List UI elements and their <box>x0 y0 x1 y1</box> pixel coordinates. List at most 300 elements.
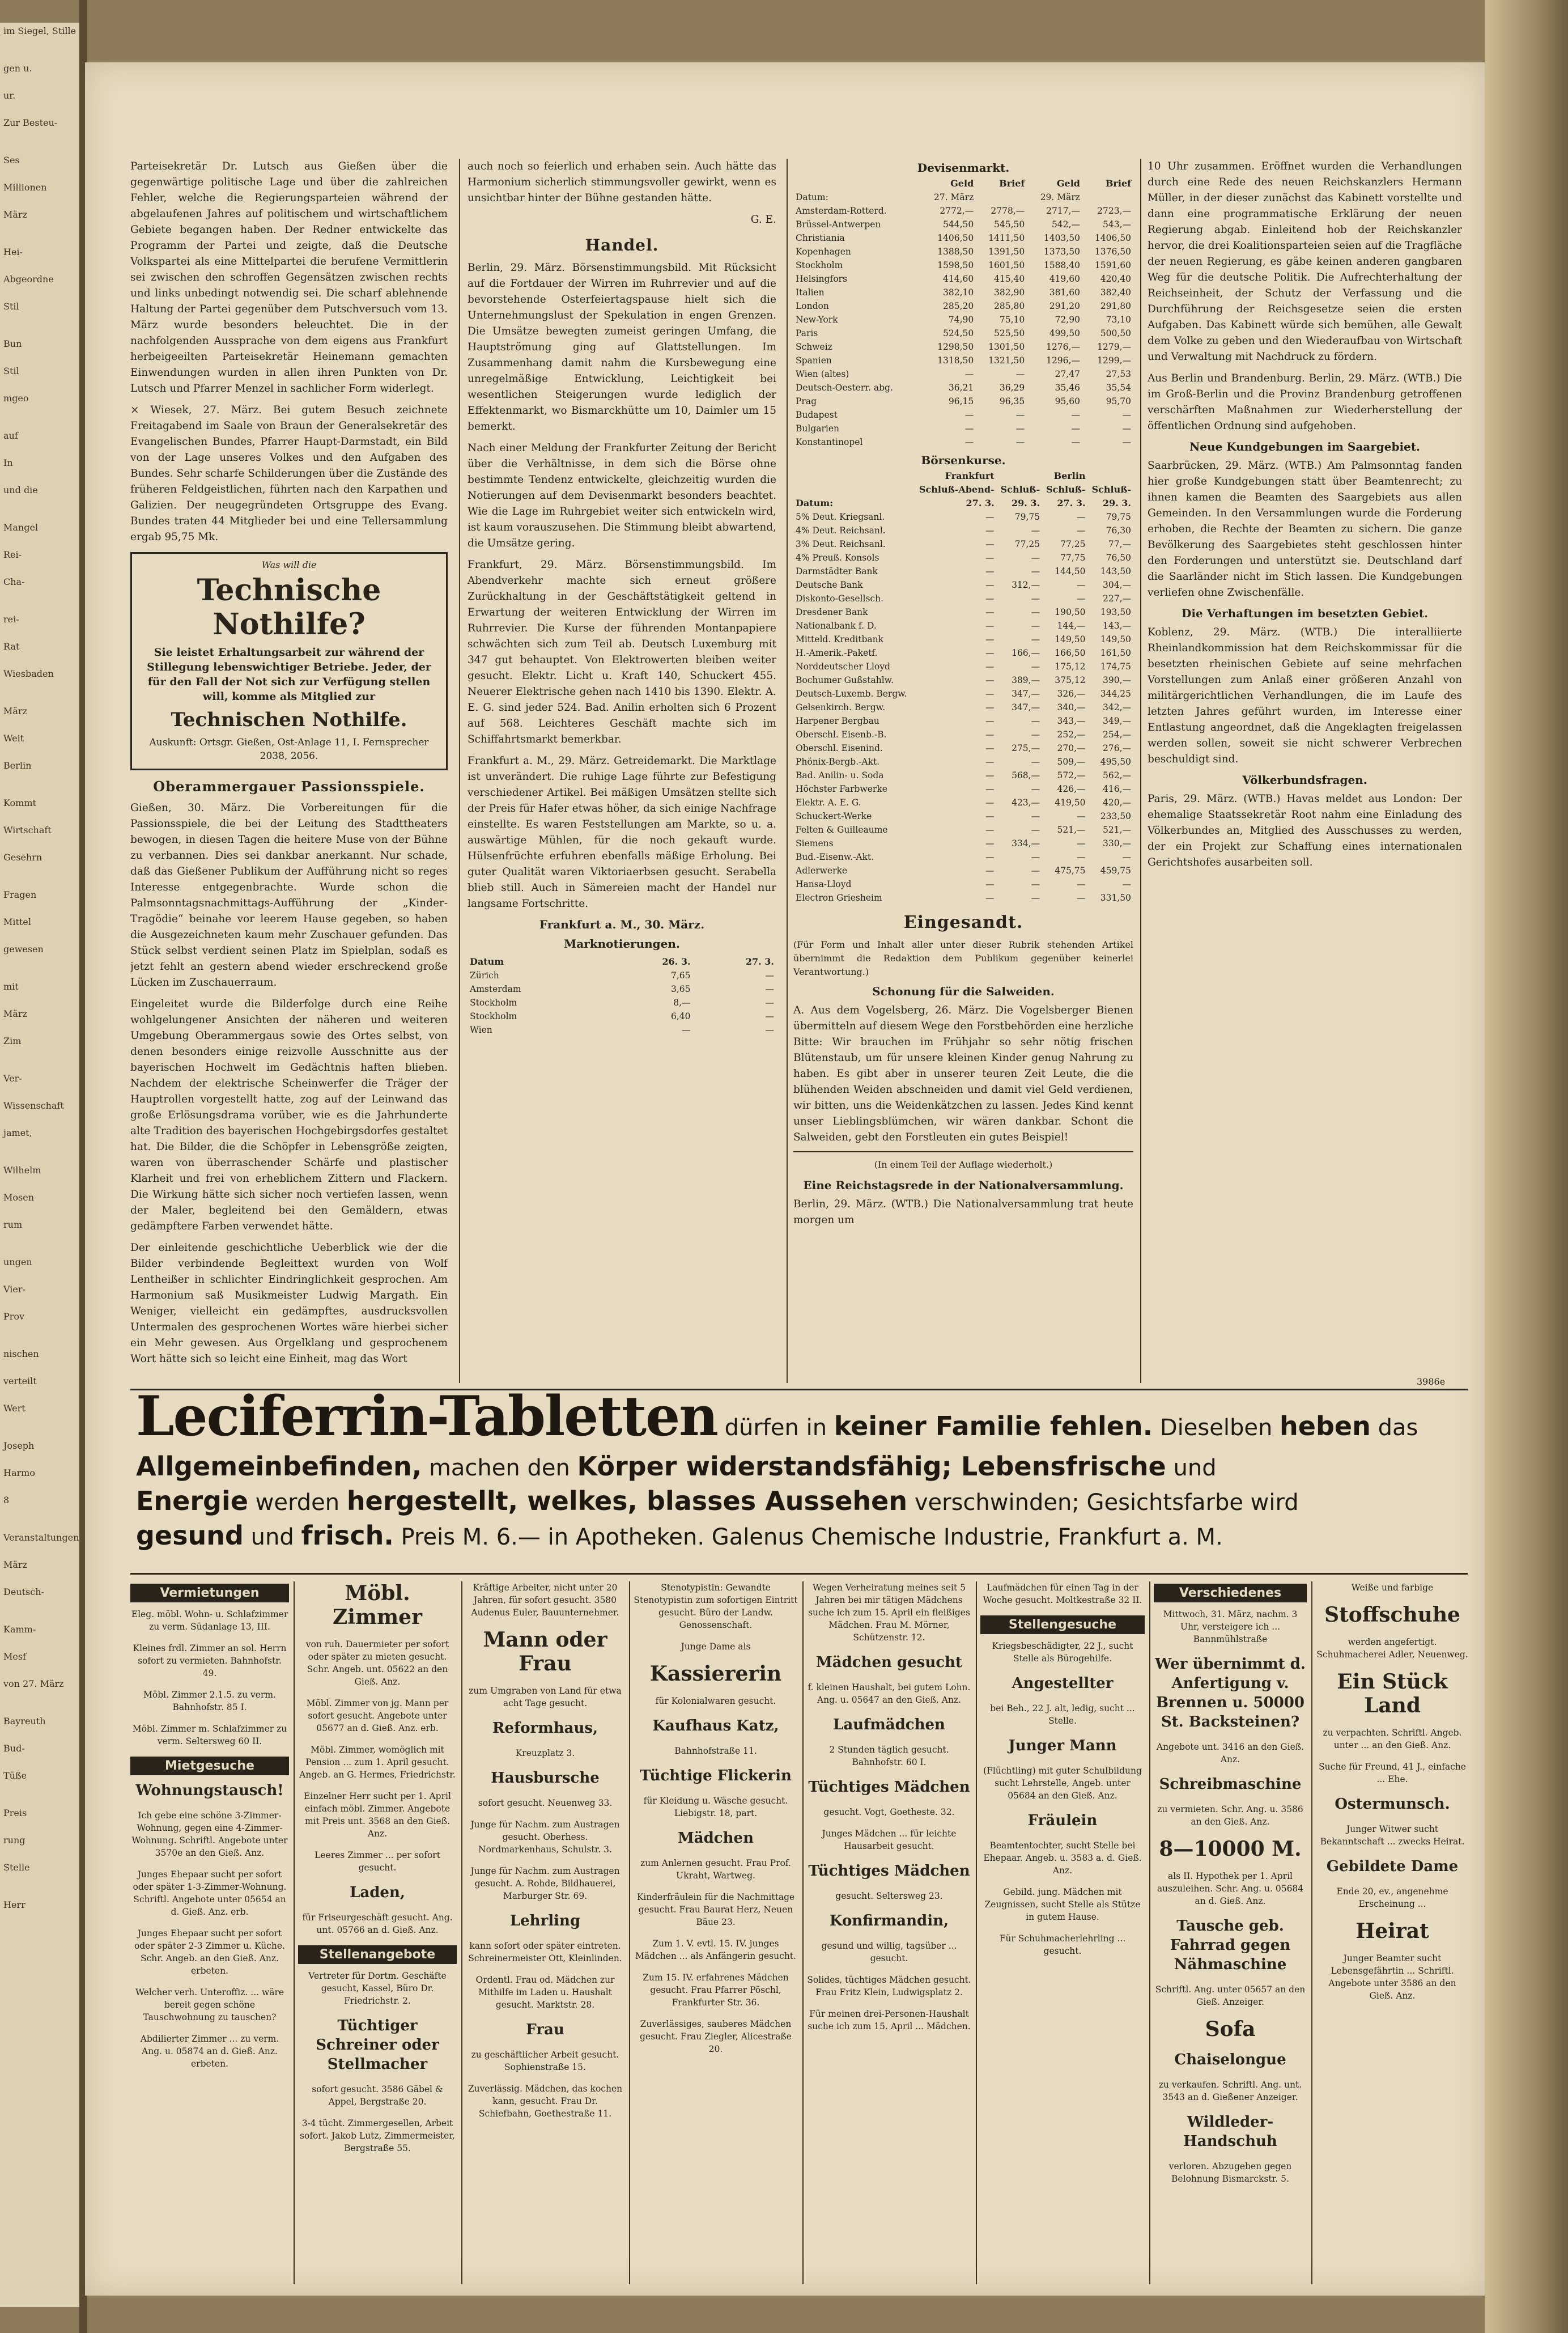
table-cell: 233,50 <box>1100 811 1131 821</box>
classified-ad <box>298 1849 457 1874</box>
table-cell: 26. 3. <box>662 956 691 967</box>
table-cell: 5% Deut. Kriegsanl. <box>796 512 885 522</box>
table-cell: 499,50 <box>1049 328 1080 338</box>
table-cell: New-York <box>796 315 838 325</box>
table-cell: — <box>964 423 974 434</box>
ad-headline: Junger Mann <box>1008 1737 1117 1754</box>
table-cell: London <box>796 301 829 311</box>
table-cell <box>793 177 921 190</box>
table-header-row <box>468 955 776 969</box>
classified-ad <box>807 1744 971 1768</box>
strip-text: In <box>3 457 13 468</box>
classified-ad <box>130 1723 289 1747</box>
banner-text: das <box>1378 1415 1418 1441</box>
page-edge <box>1485 0 1568 2333</box>
table-cell: Brief <box>1105 178 1131 189</box>
table-cell: — <box>1031 784 1040 794</box>
classified-ad <box>1154 1837 1307 1861</box>
table-cell: Schluß- <box>1091 484 1131 495</box>
table-cell: 8,— <box>673 998 691 1008</box>
ad-text: gesund und willig, tagsüber ... gesucht. <box>821 1941 957 1963</box>
strip-text: Stelle <box>3 1862 30 1873</box>
ad-text: Möbl. Zimmer, womöglich mit Pension ... zum 1. April gesucht. Angeb. an G. Hermes, Friedrichstr. <box>299 1745 456 1780</box>
table-cell: — <box>1077 893 1086 903</box>
table-cell: 390,— <box>1102 675 1131 685</box>
classified-ad <box>298 1581 457 1629</box>
boerse-table <box>793 469 1133 905</box>
previous-page-strip <box>0 23 85 2307</box>
ads-column-6 <box>980 1581 1145 2284</box>
classified-ad <box>980 1839 1145 1877</box>
table-cell: — <box>985 729 995 740</box>
table-cell: 416,— <box>1102 784 1131 794</box>
table-cell: — <box>1031 525 1040 536</box>
table-cell: 331,50 <box>1100 893 1131 903</box>
classified-ad <box>634 1829 798 1848</box>
classified-ad <box>298 1883 457 1902</box>
classified-ad <box>1316 1603 1469 1627</box>
table-cell <box>793 469 914 483</box>
table-cell: — <box>985 689 995 699</box>
table-cell: 419,60 <box>1049 274 1080 284</box>
classified-ad <box>980 1736 1145 1755</box>
banner-emphasis: hergestellt, welkes, blasses Aussehen <box>346 1486 908 1516</box>
box-question: Was will die <box>261 559 317 570</box>
table-cell: 347,— <box>1012 702 1040 712</box>
banner-emphasis: heben <box>1280 1411 1371 1441</box>
strip-text: Preis <box>3 1808 27 1818</box>
classified-ad <box>634 1581 798 1631</box>
ad-text: von ruh. Dauermieter per sofort oder später zu mieten gesucht. Schr. Angeb. unt. 05622 an den Gieß. Anz. <box>305 1639 449 1687</box>
table-cell: — <box>765 984 774 994</box>
table-cell: 521,— <box>1057 825 1086 835</box>
strip-text: Mangel <box>3 522 39 533</box>
table-cell: — <box>1077 593 1086 604</box>
table-cell: Wien (altes) <box>796 369 849 379</box>
ad-headline: Mann oder Frau <box>483 1628 607 1675</box>
table-cell: 423,— <box>1012 798 1040 808</box>
table-cell: — <box>1077 512 1086 522</box>
column-divider <box>1311 1581 1312 2284</box>
table-cell: H.-Amerik.-Paketf. <box>796 648 878 658</box>
strip-text: Zur Besteu- <box>3 117 58 128</box>
strip-text: von 27. März <box>3 1678 64 1689</box>
ad-text: zum Umgraben von Land für etwa acht Tage gesucht. <box>469 1686 622 1708</box>
classified-ad <box>130 2033 289 2070</box>
classified-ad <box>466 1865 624 1902</box>
strip-text: Mesf <box>3 1651 26 1662</box>
table-row <box>793 673 1133 687</box>
ad-headline: Lehrling <box>509 1912 581 1929</box>
strip-text: Mosen <box>3 1192 34 1203</box>
article-paragraph: Paris, 29. März. (WTB.) Havas meldet aus London: Der ehemalige Staatssekretär Root nahm eine Einladung des Völkerbundes an, Mitglied des Ausschusses zu werden, der ein Projekt zur Schaffung eines internationalen Gerichtshofes ausarbeiten soll. <box>1148 793 1462 868</box>
strip-text: Harmo <box>3 1467 35 1478</box>
ad-headline: Ostermunsch. <box>1335 1796 1450 1813</box>
table-row <box>468 1023 776 1037</box>
table-cell: 304,— <box>1102 580 1131 590</box>
table-cell: 27. 3. <box>1057 498 1086 508</box>
classified-ad <box>130 1927 289 1977</box>
table-cell: Bad. Anilin- u. Soda <box>796 770 884 781</box>
table-cell: 96,35 <box>999 396 1025 406</box>
table-cell: 562,— <box>1102 770 1131 781</box>
table-cell: 77,25 <box>1014 539 1040 549</box>
ad-text: 2 Stunden täglich gesucht. Bahnhofstr. 60 I. <box>829 1745 949 1767</box>
table-cell: — <box>1031 893 1040 903</box>
ad-text: Laufmädchen für einen Tag in der Woche gesucht. Moltkestraße 32 II. <box>983 1583 1142 1605</box>
classified-ad <box>466 1685 624 1710</box>
table-cell: 76,30 <box>1106 525 1131 536</box>
table-cell <box>1088 469 1133 483</box>
table-cell: 2772,— <box>940 206 974 216</box>
strip-text: März <box>3 1559 27 1570</box>
table-header-row <box>793 497 1133 510</box>
ad-headline: Sofa <box>1205 2017 1256 2041</box>
table-cell: 459,75 <box>1100 866 1131 876</box>
classified-ad <box>298 2117 457 2154</box>
ad-text: zum Anlernen gesucht. Frau Prof. Ukraht, Wartweg. <box>640 1858 791 1881</box>
classified-ad <box>980 1932 1145 1957</box>
table-cell: — <box>985 593 995 604</box>
table-row <box>793 565 1133 578</box>
strip-text: Tüße <box>3 1770 27 1781</box>
banner-text: werden <box>255 1490 340 1516</box>
table-cell: — <box>765 1025 774 1035</box>
table-cell: Felten & Guilleaume <box>796 825 888 835</box>
table-cell: Adlerwerke <box>796 866 848 876</box>
table-cell: 1321,50 <box>988 355 1025 366</box>
strip-text: Joseph <box>3 1440 35 1451</box>
classified-ad <box>807 1581 971 1644</box>
subheading: Die Verhaftungen im besetzten Gebiet. <box>1182 606 1428 620</box>
classified-ad <box>980 1702 1145 1727</box>
ad-headline: Tüchtiger Schreiner oder Stellmacher <box>316 2017 439 2073</box>
table-row <box>793 755 1133 769</box>
ad-text: Stenotypistin: Gewandte Stenotypistin zum sofortigen Eintritt gesucht. Büro der Landw. Genossenschaft. <box>634 1583 798 1630</box>
table-row <box>793 435 1133 449</box>
table-cell: 500,50 <box>1100 328 1131 338</box>
ads-column-2 <box>298 1581 457 2284</box>
ad-text: Junges Mädchen ... für leichte Hausarbeit gesucht. <box>822 1829 957 1851</box>
strip-text: mit <box>3 981 19 992</box>
table-cell: — <box>964 410 974 420</box>
table-cell: Frankfurt <box>945 470 995 481</box>
ad-headline: Reformhaus, <box>492 1720 598 1737</box>
classified-ad <box>807 1681 971 1706</box>
table-cell: 36,29 <box>999 383 1025 393</box>
table-cell: — <box>1031 634 1040 644</box>
classified-ad <box>1316 1885 1469 1910</box>
ad-text: Junges Ehepaar sucht per sofort oder später 2-3 Zimmer u. Küche. Schr. Angeb. an den Gieß. Anz. erbeten. <box>134 1928 285 1976</box>
table-cell: Oberschl. Eisenind. <box>796 743 883 753</box>
table-cell: — <box>985 798 995 808</box>
ad-headline: Tüchtiges Mädchen <box>808 1779 970 1796</box>
table-cell: 291,20 <box>1049 301 1080 311</box>
table-cell: Phönix-Bergb.-Akt. <box>796 757 880 767</box>
table-cell: 175,12 <box>1055 661 1086 672</box>
strip-text: 8 <box>3 1495 10 1505</box>
column-divider <box>459 159 460 1383</box>
table-row <box>793 633 1133 646</box>
strip-text: Millionen <box>3 182 47 193</box>
classified-ad <box>807 1974 971 1999</box>
section-heading: Oberammergauer Passionsspiele. <box>153 778 425 795</box>
classified-ad <box>298 1638 457 1688</box>
ad-headline: Mädchen gesucht <box>815 1654 963 1671</box>
ads-column-3 <box>466 1581 624 2284</box>
table-cell: 1588,40 <box>1043 260 1080 270</box>
table-cell: 275,— <box>1012 743 1040 753</box>
classified-ad <box>807 1861 971 1881</box>
table-row <box>793 578 1133 592</box>
rule <box>793 1151 1133 1152</box>
ad-text: Zuverlässiges, sauberes Mädchen gesucht. Frau Ziegler, Alicestraße 20. <box>640 2019 792 2054</box>
table-cell: — <box>1077 811 1086 821</box>
box-org-name: Technischen Nothilfe. <box>171 709 407 731</box>
table-cell: 312,— <box>1012 580 1040 590</box>
table-cell: 174,75 <box>1100 661 1131 672</box>
table-cell: — <box>1071 423 1080 434</box>
ad-text: Welcher verh. Unteroffiz. ... wäre bereit gegen schöne Tauschwohnung zu tauschen? <box>135 1987 284 2022</box>
table-cell: Bochumer Gußstahlw. <box>796 675 894 685</box>
table-row <box>793 837 1133 850</box>
table-cell: — <box>985 825 995 835</box>
table-cell: 161,50 <box>1100 648 1131 658</box>
strip-text: Abgeordne <box>3 274 54 285</box>
table-cell: 4% Deut. Reichsanl. <box>796 525 886 536</box>
ad-text: verloren. Abzugeben gegen Belohnung Bismarckstr. 5. <box>1168 2161 1292 2184</box>
table-cell: 166,50 <box>1055 648 1086 658</box>
table-cell: Höchster Farbwerke <box>796 784 887 794</box>
classified-ad <box>298 2083 457 2108</box>
table-cell: 344,25 <box>1100 689 1131 699</box>
ads-column-4 <box>634 1581 798 2284</box>
strip-text: Wiesbaden <box>3 668 54 679</box>
table-cell: 545,50 <box>994 219 1025 230</box>
table-row <box>793 823 1133 837</box>
table-cell: — <box>1122 879 1131 889</box>
classified-ad <box>466 1911 624 1931</box>
ad-text: Möbl. Zimmer von jg. Mann per sofort gesucht. Angebote unter 05677 an d. Gieß. Anz. erb. <box>306 1698 449 1733</box>
table-row <box>793 245 1133 258</box>
table-cell: 1591,60 <box>1094 260 1131 270</box>
disclaimer: (Für Form und Inhalt aller unter dieser Rubrik stehenden Artikel übernimmt die Redaktion dem Publikum gegenüber keinerlei Verantwortung.) <box>793 939 1133 977</box>
ad-headline: Konfirmandin, <box>829 1912 949 1929</box>
classified-ad <box>130 1868 289 1918</box>
table-cell: — <box>1015 423 1025 434</box>
table-cell: Schweiz <box>796 342 832 352</box>
article-paragraph: Eingeleitet wurde die Bilderfolge durch eine Reihe wohlgelungener Ansichten der näheren und weiteren Umgebung Oberammergaus sowie des Ortes selbst, von denen besonders einige reizvolle Ausschnitte aus der bayerischen Hochwelt im Gedächtnis haften blieben. Nachdem der elektrische Scheinwerfer die Träger der Hauptrollen vorgestellt hatte, zog auf der Leinwand das große Erlösungsdrama vorüber, wie es die Jahrhunderte alte Tradition des bayerischen Hochgebirgsdorfes gestaltet hat. Die Bilder, die die Schöpfer in Lebensgröße zeigten, waren von überraschender Schärfe und plastischer Klarheit und frei von erheblichem Zittern und Flackern. Die Wirkung hätte sich sicher noch vertiefen lassen, wenn der Maler, begleitend bei den Gemäldern, etwas gedämpftere Farben verwendet hätte. <box>130 998 448 1232</box>
ad-headline: Laufmädchen <box>833 1716 945 1733</box>
table-row <box>793 741 1133 755</box>
strip-text: Vier- <box>3 1284 26 1295</box>
ad-text: zu geschäftlicher Arbeit gesucht. Sophienstraße 15. <box>471 2050 619 2072</box>
article-paragraph: Parteisekretär Dr. Lutsch aus Gießen über die gegenwärtige politische Lage und über die zahlreichen Fehler, welche die Regierungsparteien während der abgelaufenen Jahres auf politischem und wirtschaftlichem Gebiete begangen haben. Der Redner entwickelte das Programm der Partei und zeigte, daß die Deutsche Volkspartei als eine Mittelpartei die berufene Vermittlerin sei zwischen den schroffen Gegensätzen zwischen rechts und links unbedingt notwendig sei. Die scharf ablehnende Haltung der Partei gegenüber dem Putschversuch vom 13. März wurde besonders beleuchtet. Die in der nachfolgenden Aussprache von dem eigens aus Frankfurt herbeigeeilten Parteisekretär Heinemann gemachten Einwendungen wurden in allen ihren Punkten von Dr. Lutsch und Pfarrer Menzel in sachlicher Form widerlegt. <box>130 160 448 395</box>
classified-ad <box>466 1628 624 1675</box>
table-row <box>793 551 1133 565</box>
table-cell: — <box>1122 437 1131 447</box>
classified-ad <box>1154 2079 1307 2103</box>
table-cell: — <box>985 539 995 549</box>
column-divider <box>461 1581 462 2284</box>
table-cell: — <box>985 757 995 767</box>
table-cell: 426,— <box>1057 784 1086 794</box>
table-cell: 3,65 <box>671 984 691 994</box>
table-cell: Datum: <box>796 498 834 508</box>
table-cell: 1373,50 <box>1043 247 1080 257</box>
table-cell: — <box>1031 757 1040 767</box>
table-cell: Datum: <box>796 192 828 202</box>
classified-ad <box>807 1890 971 1902</box>
classified-ad <box>466 1940 624 1965</box>
table-cell: Stockholm <box>470 998 517 1008</box>
classified-ad <box>634 1971 798 2009</box>
table-cell: Electron Griesheim <box>796 893 882 903</box>
strip-text: Wirtschaft <box>3 825 52 835</box>
ad-text: zu vermieten. Schr. Ang. u. 3586 an den Gieß. Anz. <box>1157 1804 1303 1827</box>
table-cell: 27. 3. <box>966 498 995 508</box>
table-cell: — <box>1031 593 1040 604</box>
table-cell: 544,50 <box>943 219 974 230</box>
article-paragraph: Berlin, 29. März. (WTB.) Die Nationalversammlung trat heute morgen um <box>793 1198 1133 1226</box>
strip-text: Stil <box>3 366 19 376</box>
classified-ad <box>1154 1775 1307 1794</box>
table-cell: 420,— <box>1102 798 1131 808</box>
table-cell: 29. März <box>1040 192 1080 202</box>
column-2 <box>468 159 776 1383</box>
table-cell: — <box>985 743 995 753</box>
table-row <box>793 537 1133 551</box>
classified-ad <box>1154 1608 1307 1645</box>
classified-ad <box>130 1986 289 2024</box>
table-cell: — <box>1077 580 1086 590</box>
ad-headline: Kaufhaus Katz, <box>652 1717 779 1734</box>
table-cell: 1279,— <box>1097 342 1131 352</box>
classified-ad <box>298 1911 457 1936</box>
table-cell: Oberschl. Eisenb.-B. <box>796 729 887 740</box>
ad-headline: Laden, <box>350 1884 405 1901</box>
table-cell: 96,15 <box>948 396 974 406</box>
table-cell: Budapest <box>796 410 838 420</box>
strip-text: Ses <box>3 155 20 166</box>
classified-ad <box>298 1790 457 1840</box>
classified-ad <box>807 1806 971 1818</box>
table-cell: 6,40 <box>671 1011 691 1021</box>
table-cell: 149,50 <box>1100 634 1131 644</box>
banner-text: und <box>1173 1455 1217 1481</box>
table-cell: 375,12 <box>1055 675 1086 685</box>
ad-headline: Kassiererin <box>649 1662 782 1686</box>
classified-ad <box>807 1911 971 1931</box>
table-cell: 77,75 <box>1060 553 1086 563</box>
classified-ad <box>980 1764 1145 1802</box>
classified-ad <box>634 1640 798 1653</box>
table-cell: 414,60 <box>943 274 974 284</box>
table-cell: Amsterdam-Rotterd. <box>796 206 887 216</box>
table-row <box>793 809 1133 823</box>
strip-text: ungen <box>3 1257 32 1267</box>
ad-text: Einzelner Herr sucht per 1. April einfach möbl. Zimmer. Angebote mit Preis unt. 3568 an den Gieß. Anz. <box>304 1791 451 1839</box>
box-info: Auskunft: Ortsgr. Gießen, Ost-Anlage 11, I. Fernsprecher 2038, 2056. <box>149 737 429 762</box>
article-paragraph: Gießen, 30. März. Die Vorbereitungen für die Passionsspiele, die bei der Leitung des Stadttheaters bewogen, in diesen Tagen die heitere Muse von der Bühne zu verbannen. Dies sei dankbar anerkannt. Nur schade, daß das Gießener Publikum der Aufführung nicht so reges Interesse entgegenbrachte. Wurde schon die Palmsonntagsnachmittags-Aufführung der „Kinder-Tragödie“ beinahe vor leerem Hause gegeben, so haben die Ausgezeichneten kaum mehr Zuschauer gefunden. Das Stück selbst verdient seinen Platz im Spielplan, sodaß es jetzt fehlt an gestern abend wieder erschreckend große Lücken im Zuschauerraum. <box>130 802 448 989</box>
banner-text: dürfen in <box>724 1415 827 1441</box>
table-row <box>468 1009 776 1023</box>
subheading: Völkerbundsfragen. <box>1242 773 1367 787</box>
table-cell: 542,— <box>1051 219 1080 230</box>
table-cell: 29. 3. <box>1102 498 1131 508</box>
classified-ad <box>466 2082 624 2120</box>
strip-text: Wilhelm <box>3 1165 41 1176</box>
strip-text: gewesen <box>3 944 44 955</box>
table-cell: — <box>985 661 995 672</box>
ad-number: 3986e <box>1417 1376 1446 1387</box>
table-cell: — <box>964 437 974 447</box>
ad-headline: Möbl. Zimmer <box>332 1581 422 1629</box>
classified-ad <box>1316 1670 1469 1717</box>
classified-ad <box>466 1581 624 1619</box>
table-cell: 27. 3. <box>745 956 774 967</box>
table-cell: 143,50 <box>1100 566 1131 576</box>
table-cell: Darmstädter Bank <box>796 566 878 576</box>
classified-ad <box>1316 1761 1469 1785</box>
table-cell: 254,— <box>1102 729 1131 740</box>
table-cell: — <box>985 525 995 536</box>
table-cell: 342,— <box>1102 702 1131 712</box>
table-row <box>793 299 1133 313</box>
table-row <box>793 592 1133 605</box>
table-cell: — <box>985 852 995 862</box>
table-cell: 1296,— <box>1046 355 1080 366</box>
ad-headline: Wohnungstausch! <box>135 1782 284 1799</box>
table-cell: 2717,— <box>1046 206 1080 216</box>
ad-section-header: Stellenangebote <box>298 1945 457 1964</box>
table-cell: 1301,50 <box>988 342 1025 352</box>
table-cell: 349,— <box>1102 716 1131 726</box>
table-cell: Geld <box>1056 178 1080 189</box>
ad-text: Leeres Zimmer ... per sofort gesucht. <box>315 1850 440 1873</box>
table-cell: — <box>1015 410 1025 420</box>
table-cell: 227,— <box>1102 593 1131 604</box>
table-cell: — <box>765 970 774 981</box>
table-cell: 190,50 <box>1055 607 1086 617</box>
table-cell: 79,75 <box>1014 512 1040 522</box>
classified-ad <box>1154 1870 1307 1907</box>
article-paragraph: auch noch so feierlich und erhaben sein. Auch hätte das Harmonium sicherlich stimmungsvoller gewirkt, wenn es unsichtbar hinter der Bühne gestanden hätte. <box>468 160 776 204</box>
table-cell: 521,— <box>1102 825 1131 835</box>
table-cell: 381,60 <box>1049 287 1080 298</box>
table-cell: 144,50 <box>1055 566 1086 576</box>
classified-ad <box>634 1716 798 1736</box>
banner-text: Preis M. 6.— in Apotheken. Galenus Chemische Industrie, Frankfurt a. M. <box>401 1524 1223 1550</box>
ad-text: zu verpachten. Schriftl. Angeb. unter ... an den Gieß. Anz. <box>1323 1728 1462 1750</box>
subheading: Schonung für die Salweiden. <box>872 985 1055 998</box>
strip-text: Bun <box>3 338 22 349</box>
technische-nothilfe-box <box>130 552 448 770</box>
article-paragraph: Berlin, 29. März. Börsenstimmungsbild. Mit Rücksicht auf die Fortdauer der Wirren im Ruhrrevier und auf die bevorstehende Osterfeiertagspause hielt sich die Unternehmungslust der Spekulation in engen Grenzen. Die Umsätze bewegten zumeist geringen Umfang, die Hauptströmung ging auf Glattstellungen. Im Zusammenhang damit nahm die Kursbewegung eine unregelmäßige Entwicklung, Leichtigkeit bei wesentlichen Steigerungen wurde lediglich der Effektenmarkt, wo Bismarckhütte um 10, Daimler um 15 bemerkt. <box>468 262 776 432</box>
classified-ad <box>807 2008 971 2033</box>
table-cell: 1318,50 <box>937 355 974 366</box>
table-header-row <box>793 177 1133 190</box>
table-row <box>793 619 1133 633</box>
leciferrin-banner <box>136 1384 1485 1570</box>
classified-ad <box>298 1970 457 2007</box>
table-cell: 77,25 <box>1060 539 1086 549</box>
table-cell: 524,50 <box>943 328 974 338</box>
article-paragraph: Saarbrücken, 29. März. (WTB.) Am Palmsonntag fanden hier große Kundgebungen statt über Beamtenrecht; zu ihnen kamen die Beamten des Saargebiets aus allen Gemeinden. In den Versammlungen wurde die Forderung erhoben, die Rechte der Beamten zu sichern. Die ganze Bevölkerung des Saargebietes steht geschlossen hinter den Forderungen und unterstützt sie. Deutschland darf die Saarländer nicht im Stich lassen. Die Kundgebungen verliefen ohne Zwischenfälle. <box>1148 460 1462 599</box>
classified-ad <box>1154 1983 1307 2008</box>
table-cell: 270,— <box>1057 743 1086 753</box>
table-cell: — <box>765 1011 774 1021</box>
